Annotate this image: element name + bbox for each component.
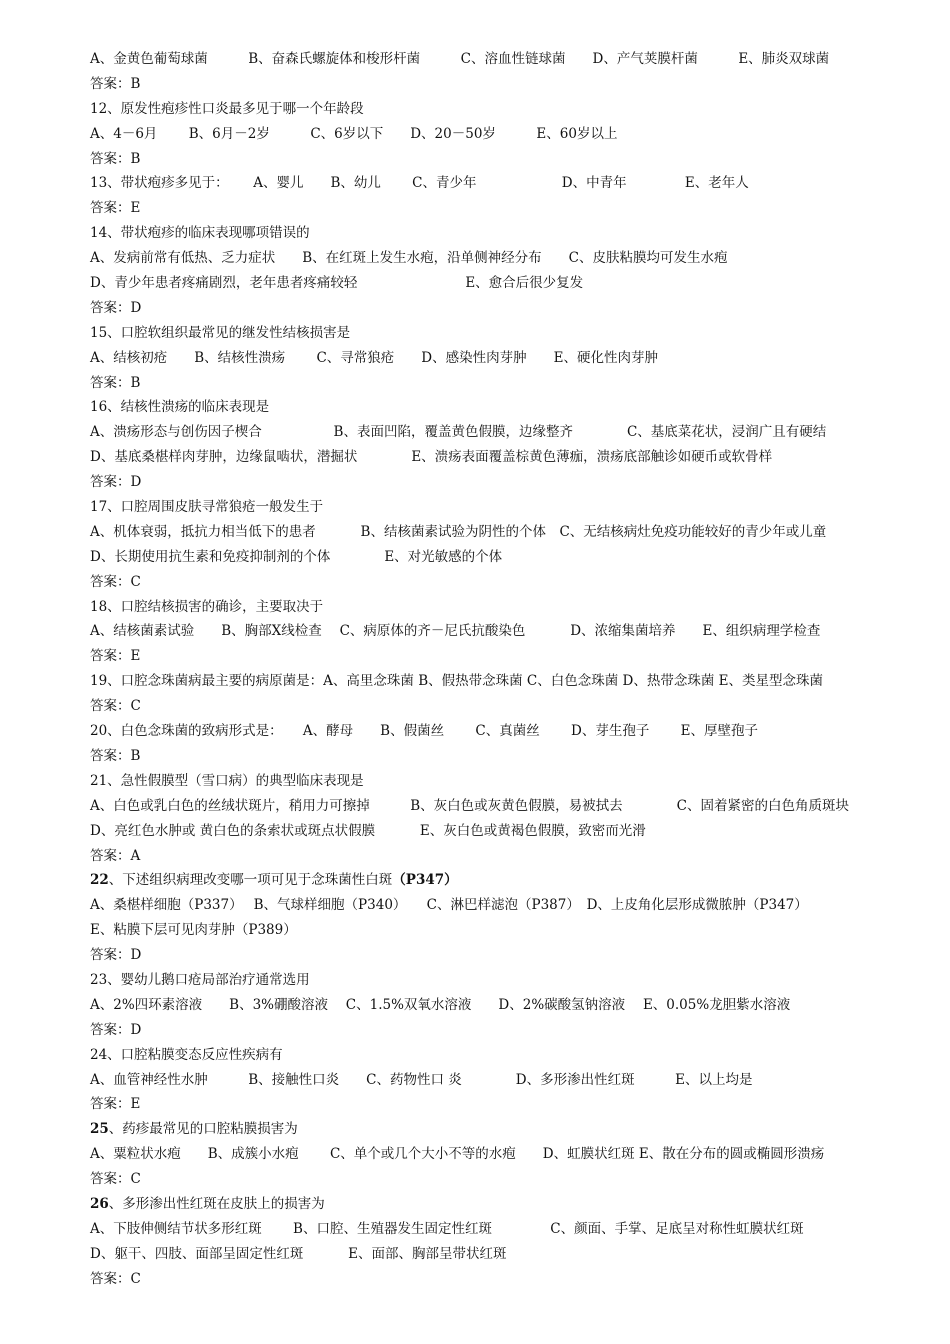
answer-options: A、粟粒状水疱 B、成簇小水疱 C、单个或几个大小不等的水疱 D、虹膜状红斑 E、散在分布的圆或椭圆形溃疡 [90, 1146, 825, 1163]
question-text: 26、多形渗出性红斑在皮肤上的损害为 [90, 1195, 325, 1212]
question-text: 22、下述组织病理改变哪一项可见于念珠菌性白斑（P347） [90, 872, 458, 889]
answer-options: A、机体衰弱，抵抗力相当低下的患者 B、结核菌素试验为阴性的个体 C、无结核病灶免疫功能较好的青少年或儿童 [90, 523, 827, 540]
answer-options: A、金黄色葡萄球菌 B、奋森氏螺旋体和梭形杆菌 C、溶血性链球菌 D、产气荚膜杆菌 E、肺炎双球菌 [90, 51, 830, 67]
answer-options: A、血管神经性水肿 B、接触性口炎 C、药物性口 炎 D、多形渗出性红斑 E、以上均是 [90, 1071, 753, 1088]
answer-options: D、基底桑椹样肉芽肿，边缘鼠啮状，潜掘状 E、溃疡表面覆盖棕黄色薄痂，溃疡底部触诊如硬币或软骨样 [90, 449, 773, 466]
answer-key: 答案：B [90, 374, 141, 391]
answer-options: D、亮红色水肿或 黄白色的条索状或斑点状假膜 E、灰白色或黄褐色假膜，致密而光滑 [90, 822, 646, 839]
answer-options: D、青少年患者疼痛剧烈，老年患者疼痛较轻 E、愈合后很少复发 [90, 275, 584, 292]
question-text: 20、白色念珠菌的致病形式是： A、酵母 B、假菌丝 C、真菌丝 D、芽生孢子 E、厚壁孢子 [90, 723, 758, 740]
answer-key: 答案：C [90, 1171, 141, 1188]
answer-key: 答案：E [90, 648, 141, 665]
answer-options: E、粘膜下层可见肉芽肿（P389） [90, 922, 297, 939]
answer-key: 答案：A [90, 847, 141, 864]
answer-options: A、4－6月 B、6月－2岁 C、6岁以下 D、20－50岁 E、60岁以上 [90, 125, 618, 142]
question-text: 19、口腔念珠菌病最主要的病原菌是：A、高里念珠菌 B、假热带念珠菌 C、白色念珠菌 D、热带念珠菌 E、类星型念珠菌 [90, 673, 824, 690]
answer-options: A、2%四环素溶液 B、3%硼酸溶液 C、1.5%双氧水溶液 D、2%碳酸氢钠溶液 E、0.05%龙胆紫水溶液 [90, 996, 791, 1013]
question-text: 25、药疹最常见的口腔粘膜损害为 [90, 1121, 298, 1138]
answer-key: 答案：C [90, 1270, 141, 1287]
answer-key: 答案：C [90, 573, 141, 590]
answer-options: D、长期使用抗生素和免疫抑制剂的个体 E、对光敏感的个体 [90, 548, 503, 565]
question-text: 13、带状疱疹多见于： A、婴儿 B、幼儿 C、青少年 D、中青年 E、老年人 [90, 175, 749, 192]
question-text: 18、口腔结核损害的确诊，主要取决于 [90, 598, 324, 615]
question-text: 16、结核性溃疡的临床表现是 [90, 399, 270, 416]
answer-key: 答案：E [90, 200, 141, 217]
answer-options: A、下肢伸侧结节状多形红斑 B、口腔、生殖器发生固定性红斑 C、颜面、手掌、足底呈对称性虹膜状红斑 [90, 1220, 804, 1237]
answer-options: A、白色或乳白色的丝绒状斑片，稍用力可擦掉 B、灰白色或灰黄色假膜，易被拭去 C、固着紧密的白色角质斑块 [90, 797, 849, 814]
answer-options: A、发病前常有低热、乏力症状 B、在红斑上发生水疱，沿单侧神经分布 C、皮肤粘膜均可发生水疱 [90, 250, 728, 267]
question-text: 14、带状疱疹的临床表现哪项错误的 [90, 225, 310, 242]
answer-options: A、桑椹样细胞（P337） B、气球样细胞（P340） C、淋巴样滤泡（P387） D、上皮角化层形成微脓肿（P347） [90, 897, 808, 914]
answer-options: D、躯干、四肢、面部呈固定性红斑 E、面部、胸部呈带状红斑 [90, 1245, 507, 1262]
answer-key: 答案：D [90, 947, 142, 964]
answer-key: 答案：C [90, 698, 141, 715]
question-text: 24、口腔粘膜变态反应性疾病有 [90, 1046, 283, 1063]
answer-key: 答案：D [90, 299, 142, 316]
answer-key: 答案：B [90, 75, 141, 92]
answer-key: 答案：E [90, 1096, 141, 1113]
answer-options: A、结核菌素试验 B、胸部X线检查 C、病原体的齐－尼氏抗酸染色 D、浓缩集菌培养 E、组织病理学检查 [90, 623, 821, 640]
question-text: 23、婴幼儿鹅口疮局部治疗通常选用 [90, 971, 310, 988]
question-text: 15、口腔软组织最常见的继发性结核损害是 [90, 324, 351, 341]
answer-key: 答案：B [90, 747, 141, 764]
answer-key: 答案：D [90, 1021, 142, 1038]
exam-document [90, 47, 910, 1292]
answer-options: A、结核初疮 B、结核性溃疡 C、寻常狼疮 D、感染性肉芽肿 E、硬化性肉芽肿 [90, 349, 658, 366]
question-text: 12、原发性疱疹性口炎最多见于哪一个年龄段 [90, 100, 364, 117]
question-text: 17、口腔周围皮肤寻常狼疮一般发生于 [90, 499, 324, 516]
answer-options: A、溃疡形态与创伤因子楔合 B、表面凹陷，覆盖黄色假膜，边缘整齐 C、基底菜花状，浸润广且有硬结 [90, 424, 827, 441]
answer-key: 答案：B [90, 150, 141, 167]
answer-key: 答案：D [90, 474, 142, 491]
question-text: 21、急性假膜型（雪口病）的典型临床表现是 [90, 772, 364, 789]
